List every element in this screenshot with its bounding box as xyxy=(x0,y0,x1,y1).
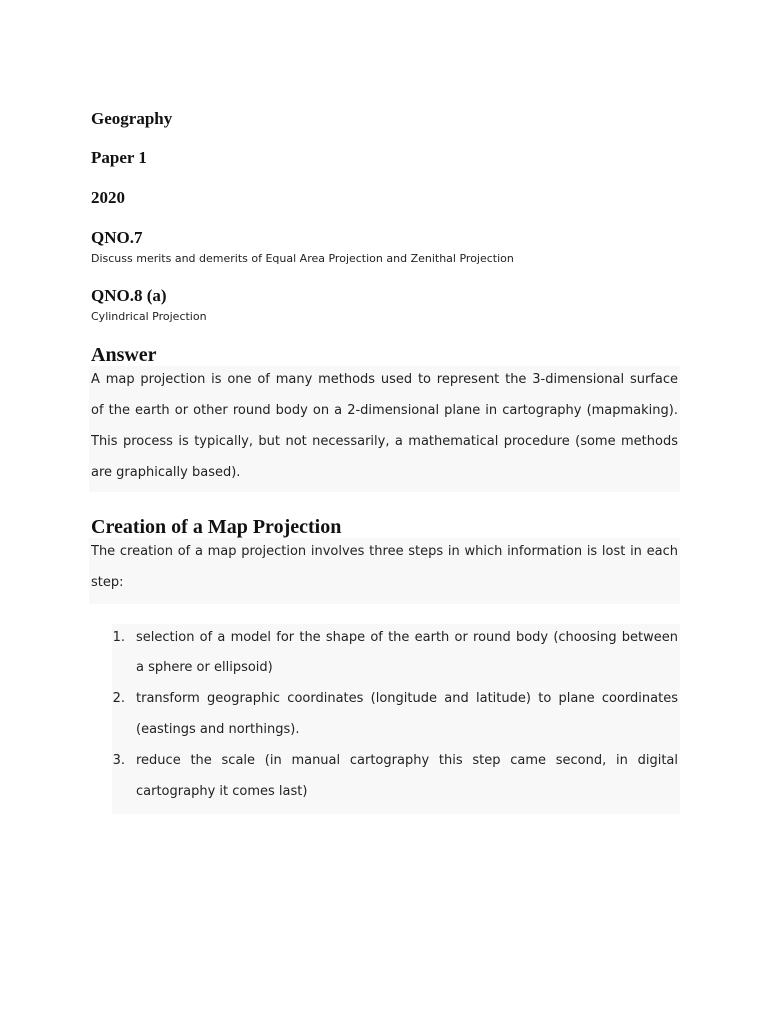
question-8a-label: QNO.8 (a) xyxy=(91,286,167,305)
question-7-text: Discuss merits and demerits of Equal Area Projection and Zenithal Projection xyxy=(91,252,514,265)
creation-line: The creation of a map projection involves three steps in which information is lost in each xyxy=(91,544,678,559)
answer-line: A map projection is one of many methods used to represent the 3-dimensional surface xyxy=(91,372,678,387)
step-2-line: transform geographic coordinates (longitude and latitude) to plane coordinates xyxy=(136,691,678,706)
subject-title: Geography xyxy=(91,109,173,128)
steps-list xyxy=(112,624,680,814)
creation-line: step: xyxy=(91,575,124,590)
step-number: 2. xyxy=(112,691,125,706)
step-number: 1. xyxy=(112,630,125,645)
question-8a-text: Cylindrical Projection xyxy=(91,310,207,323)
answer-paragraph xyxy=(89,366,680,492)
paper-label: Paper 1 xyxy=(91,148,147,167)
step-1-line: a sphere or ellipsoid) xyxy=(136,660,273,675)
year-label: 2020 xyxy=(91,188,125,207)
answer-line: are graphically based). xyxy=(91,465,241,480)
creation-heading: Creation of a Map Projection xyxy=(91,516,342,538)
answer-heading: Answer xyxy=(91,344,157,366)
answer-line: of the earth or other round body on a 2-dimensional plane in cartography (mapmaking). xyxy=(91,403,678,418)
step-1-line: selection of a model for the shape of the earth or round body (choosing between xyxy=(136,630,678,645)
step-number: 3. xyxy=(112,753,125,768)
step-2-line: (eastings and northings). xyxy=(136,722,300,737)
creation-paragraph xyxy=(89,538,680,604)
question-7-label: QNO.7 xyxy=(91,228,143,247)
step-3-line: reduce the scale (in manual cartography this step came second, in digital xyxy=(136,753,678,768)
answer-line: This process is typically, but not necessarily, a mathematical procedure (some methods xyxy=(91,434,678,449)
step-3-line: cartography it comes last) xyxy=(136,784,308,799)
